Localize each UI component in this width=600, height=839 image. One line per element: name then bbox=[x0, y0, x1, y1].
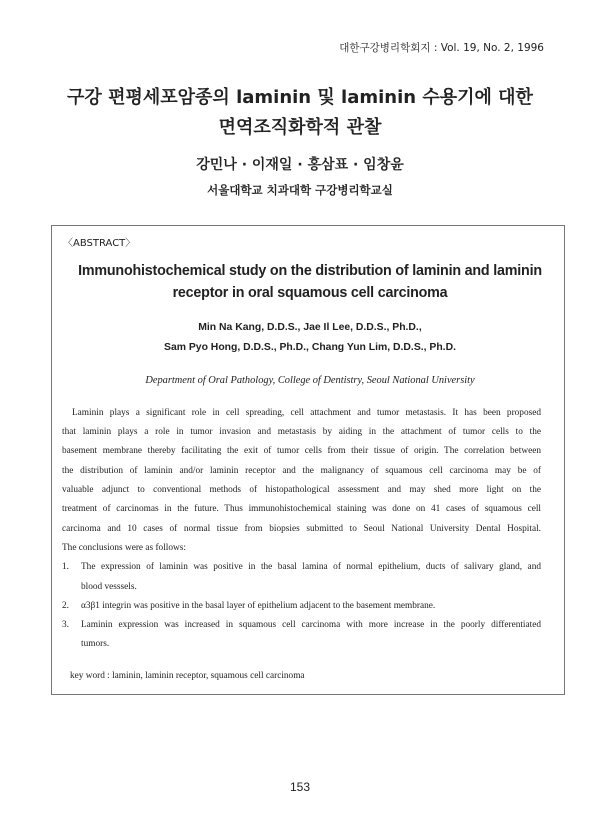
korean-title-line-1: 구강 편평세포암종의 laminin 및 laminin 수용기에 대한 bbox=[67, 87, 533, 108]
conclusion-line: tumors. bbox=[81, 639, 110, 649]
abstract-body-line: basement membrane thereby facilitating the exit of tumor cells from their tissue of origin. The correlation between bbox=[62, 446, 541, 456]
abstract-body-line: the distribution of laminin and/or laminin receptor and the malignancy of squamous cell carcinoma may be of bbox=[62, 466, 541, 476]
abstract-body-line: treatment of carcinomas in the future. Thus immunohistochemical staining was done on 41 cases of squamous cell bbox=[62, 504, 541, 514]
abstract-body-line: Laminin plays a significant role in cell spreading, cell attachment and tumor metastasis. It has been proposed bbox=[72, 408, 541, 418]
conclusion-number: 3. bbox=[62, 620, 69, 630]
korean-authors: 강민나 · 이재일 · 홍삼표 · 임창윤 bbox=[196, 157, 404, 173]
korean-affiliation: 서울대학교 치과대학 구강병리학교실 bbox=[207, 183, 393, 197]
english-authors-line-1: Min Na Kang, D.D.S., Jae Il Lee, D.D.S., Ph.D., bbox=[198, 322, 422, 333]
page-number: 153 bbox=[289, 780, 311, 794]
abstract-body-line: carcinoma and 10 cases of normal tissue from biopsies submitted to Seoul National University Dental Hospital. bbox=[62, 524, 541, 534]
abstract-body-line: that laminin plays a role in tumor invasion and metastasis by aiding in the attachment of tumor cells to the bbox=[62, 427, 541, 437]
abstract-body-line: valuable adjunct to conventional methods of histopathological assessment and may shed more light on the bbox=[62, 485, 541, 495]
journal-header: 대한구강병리학회지 : Vol. 19, No. 2, 1996 bbox=[339, 42, 544, 54]
conclusion-line: α3β1 integrin was positive in the basal layer of epithelium adjacent to the basement membrane. bbox=[81, 601, 436, 611]
korean-title-line-2: 면역조직화학적 관찰 bbox=[218, 117, 382, 138]
abstract-body-line: The conclusions were as follows: bbox=[62, 543, 186, 553]
abstract-label: 〈ABSTRACT〉 bbox=[63, 238, 136, 249]
conclusion-line: The expression of laminin was positive in the basal lamina of normal epithelium, ducts of salivary gland, and bbox=[81, 562, 541, 572]
conclusion-line: Laminin expression was increased in squamous cell carcinoma with more increase in the poorly differentiated bbox=[81, 620, 541, 630]
conclusion-number: 2. bbox=[62, 601, 69, 611]
keywords: key word : laminin, laminin receptor, squamous cell carcinoma bbox=[70, 671, 305, 681]
english-title-line-1: Immunohistochemical study on the distribution of laminin and laminin bbox=[78, 263, 542, 279]
english-authors-line-2: Sam Pyo Hong, D.D.S., Ph.D., Chang Yun Lim, D.D.S., Ph.D. bbox=[164, 342, 456, 353]
department: Department of Oral Pathology, College of Dentistry, Seoul National University bbox=[145, 375, 475, 386]
english-title-line-2: receptor in oral squamous cell carcinoma bbox=[172, 285, 448, 301]
conclusion-line: blood vesssels. bbox=[81, 582, 137, 592]
conclusion-number: 1. bbox=[62, 562, 69, 572]
